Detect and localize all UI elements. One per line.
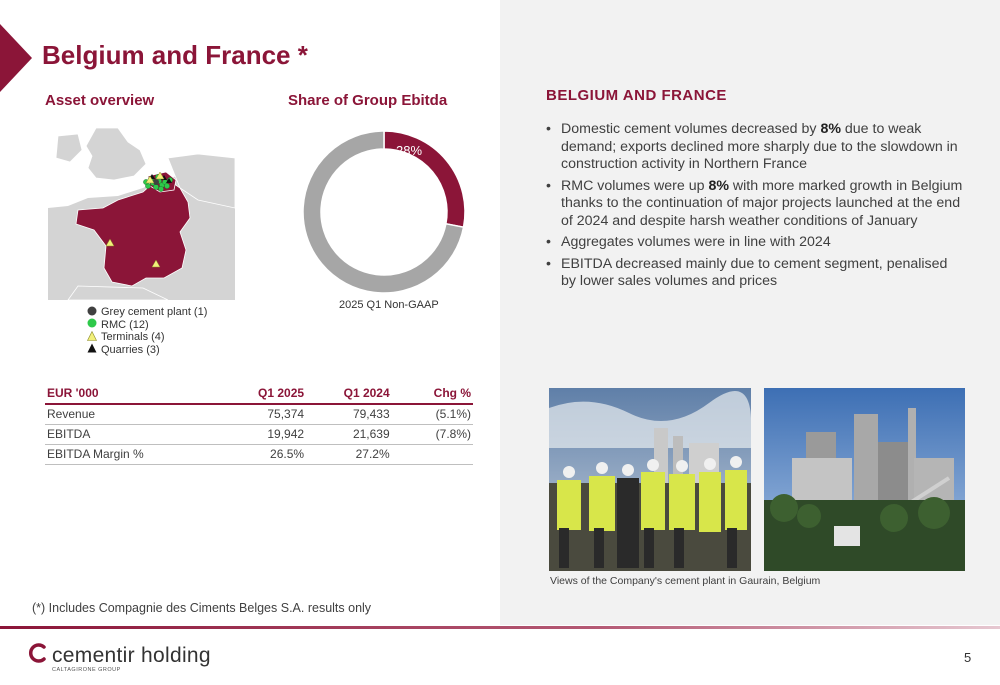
table-row xyxy=(45,404,473,425)
column-header: Q1 2024 xyxy=(306,384,392,404)
map-svg xyxy=(48,128,235,300)
donut-svg xyxy=(296,130,472,295)
table-row xyxy=(45,445,473,465)
donut-caption: 2025 Q1 Non-GAAP xyxy=(339,299,439,311)
legend-item xyxy=(87,319,207,332)
legend-label: RMC (12) xyxy=(101,318,149,331)
cement-plant-photo xyxy=(764,388,965,571)
table-cell: (7.8%) xyxy=(392,425,473,445)
yellow-triangle-icon xyxy=(87,331,101,344)
column-header: EUR '000 xyxy=(45,384,216,404)
table-cell: 27.2% xyxy=(306,445,392,465)
table-row xyxy=(45,425,473,445)
logo-subtitle: CALTAGIRONE GROUP xyxy=(52,667,121,673)
table-cell xyxy=(392,445,473,465)
table-cell: EBITDA Margin % xyxy=(45,445,216,465)
footer-divider xyxy=(0,626,1000,629)
table-cell: (5.1%) xyxy=(392,404,473,425)
table-header-row xyxy=(45,384,473,404)
site-visit-photo xyxy=(549,388,751,571)
table-cell: Revenue xyxy=(45,404,216,425)
donut-data-label: 28% xyxy=(395,143,423,158)
section-heading: BELGIUM AND FRANCE xyxy=(546,87,727,104)
black-triangle-icon xyxy=(87,343,101,356)
table-cell: 26.5% xyxy=(216,445,306,465)
column-header: Q1 2025 xyxy=(216,384,306,404)
table-cell: 75,374 xyxy=(216,404,306,425)
legend-item xyxy=(87,344,207,357)
grey-circle-icon xyxy=(87,306,101,319)
legend-item xyxy=(87,306,207,319)
ebitda-share-heading: Share of Group Ebitda xyxy=(288,92,448,109)
legend-label: Grey cement plant (1) xyxy=(101,306,208,319)
bullet-item: • RMC volumes were up 8% with more marked growth in Belgium thanks to the continuation of major projects launched at the end of 2024 and despite harsh weather conditions of January xyxy=(546,178,966,231)
bullet-item: • Aggregates volumes were in line with 2024 xyxy=(546,234,966,252)
legend-label: Quarries (3) xyxy=(101,343,160,356)
commentary-list xyxy=(546,121,966,295)
table-cell: 79,433 xyxy=(306,404,392,425)
logo-c-icon xyxy=(26,642,48,669)
green-circle-icon xyxy=(87,318,101,331)
page-number: 5 xyxy=(964,650,972,665)
page-title: Belgium and France * xyxy=(42,40,308,70)
photo-caption: Views of the Company's cement plant in Gaurain, Belgium xyxy=(550,575,821,587)
title-corner-marker xyxy=(0,24,32,92)
table-cell: EBITDA xyxy=(45,425,216,445)
legend-item xyxy=(87,331,207,344)
financials-table xyxy=(45,384,473,465)
logo-text: cementir holding xyxy=(52,643,211,667)
company-logo xyxy=(26,642,211,669)
asset-map xyxy=(48,128,235,300)
map-legend xyxy=(87,306,207,356)
column-header: Chg % xyxy=(392,384,473,404)
footnote: (*) Includes Compagnie des Ciments Belges S.A. results only xyxy=(32,601,372,615)
cement-plant-marker xyxy=(153,179,159,185)
asset-overview-heading: Asset overview xyxy=(45,92,155,109)
bullet-item: • Domestic cement volumes decreased by 8% due to weak demand; exports declined more sharply due to the slowdown in construction activity in Northern France xyxy=(546,121,966,174)
ebitda-donut-chart xyxy=(296,130,472,295)
legend-label: Terminals (4) xyxy=(101,331,165,344)
table-cell: 19,942 xyxy=(216,425,306,445)
bullet-item: • EBITDA decreased mainly due to cement segment, penalised by lower sales volumes and prices xyxy=(546,256,966,291)
table-cell: 21,639 xyxy=(306,425,392,445)
